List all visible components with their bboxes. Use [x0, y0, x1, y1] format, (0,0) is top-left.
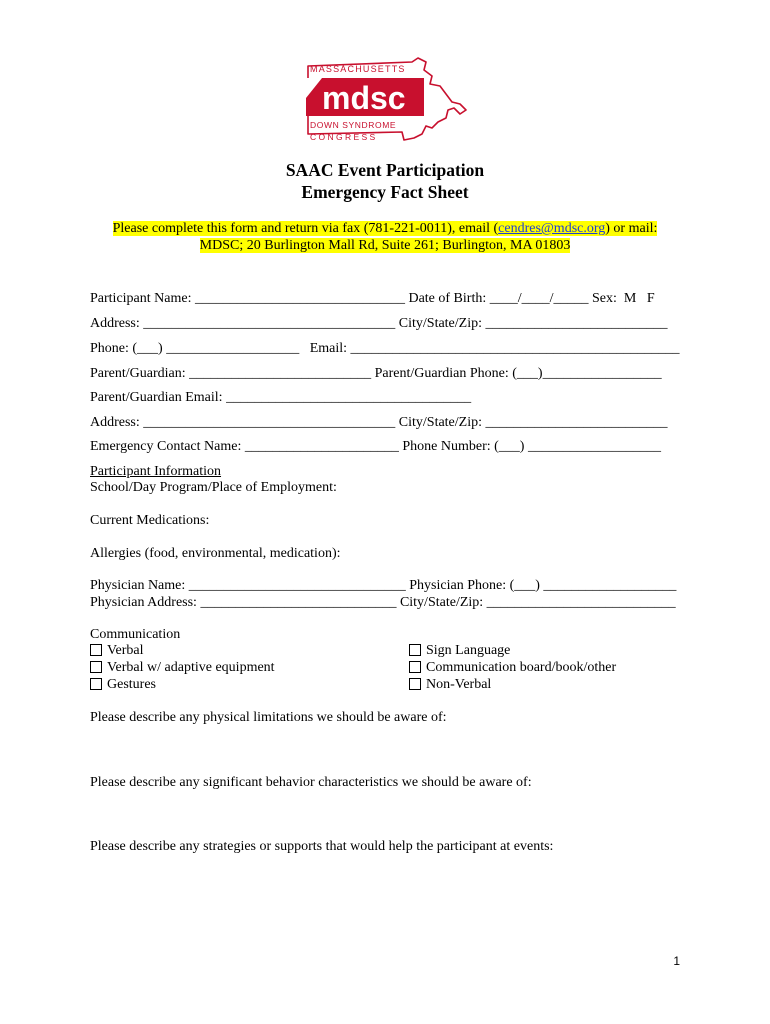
behavior-question: Please describe any significant behavior characteristics we should be aware of:: [90, 775, 532, 790]
allergies-label: Allergies (food, environmental, medication):: [90, 546, 341, 561]
checkbox-label: Non-Verbal: [426, 677, 492, 692]
checkbox-label: Verbal w/ adaptive equipment: [107, 660, 275, 675]
checkbox-label: Gestures: [107, 677, 156, 692]
checkbox-label: Sign Language: [426, 643, 511, 658]
participant-name-row[interactable]: Participant Name: ______________________________ Date of Birth: ____/____/_____ Sex: M F: [90, 291, 655, 306]
checkbox-icon[interactable]: [409, 678, 421, 690]
communication-heading: Communication: [90, 627, 181, 642]
phone-email-row[interactable]: Phone: (___) ___________________ Email: _______________________________________________: [90, 341, 680, 356]
physician-address-row[interactable]: Physician Address: ____________________________ City/State/Zip: ___________________________: [90, 595, 676, 610]
checkbox-icon[interactable]: [409, 644, 421, 656]
checkbox-sign-language[interactable]: [409, 642, 510, 660]
email-link[interactable]: cendres@mdsc.org: [498, 221, 606, 236]
strategies-question: Please describe any strategies or supports that would help the participant at events:: [90, 839, 554, 854]
checkbox-icon[interactable]: [409, 661, 421, 673]
address-row-2[interactable]: Address: ____________________________________ City/State/Zip: __________________________: [90, 415, 668, 430]
svg-text:MASSACHUSETTS: MASSACHUSETTS: [310, 64, 406, 74]
address-row[interactable]: Address: ____________________________________ City/State/Zip: __________________________: [90, 316, 668, 331]
checkbox-non-verbal[interactable]: [409, 676, 491, 694]
checkbox-verbal[interactable]: [90, 642, 144, 660]
form-title-line1: SAAC Event Participation: [285, 160, 485, 180]
checkbox-label: Communication board/book/other: [426, 660, 617, 675]
return-instructions-line2: [0, 237, 770, 255]
checkbox-gestures[interactable]: [90, 676, 156, 694]
physician-name-row[interactable]: Physician Name: _______________________________ Physician Phone: (___) ___________________: [90, 578, 677, 593]
svg-text:C O N G R E S S: C O N G R E S S: [310, 132, 376, 142]
emergency-contact-row[interactable]: Emergency Contact Name: ______________________ Phone Number: (___) ___________________: [90, 439, 661, 454]
svg-text:mdsc: mdsc: [322, 80, 406, 116]
page-number: 1: [673, 954, 680, 968]
school-label: School/Day Program/Place of Employment:: [90, 480, 337, 495]
participant-info-heading: Participant Information: [90, 464, 222, 479]
mailing-address: MDSC; 20 Burlington Mall Rd, Suite 261; Burlington, MA 01803: [199, 238, 571, 253]
parent-guardian-row[interactable]: Parent/Guardian: __________________________ Parent/Guardian Phone: (___)_________________: [90, 366, 662, 381]
return-instructions-line1: [0, 220, 770, 238]
mdsc-logo-icon: [300, 48, 470, 158]
form-title-line2: Emergency Fact Sheet: [301, 182, 469, 202]
checkbox-verbal-adaptive[interactable]: [90, 659, 275, 677]
svg-text:DOWN SYNDROME: DOWN SYNDROME: [310, 120, 397, 130]
checkbox-icon[interactable]: [90, 644, 102, 656]
checkbox-icon[interactable]: [90, 678, 102, 690]
checkbox-label: Verbal: [107, 643, 144, 658]
parent-email-row[interactable]: Parent/Guardian Email: ___________________________________: [90, 390, 472, 405]
instructions-text: Please complete this form and return via fax (781-221-0011), email (: [112, 221, 499, 236]
checkbox-icon[interactable]: [90, 661, 102, 673]
mdsc-logo: [300, 48, 470, 158]
checkbox-communication-board[interactable]: [409, 659, 616, 677]
medications-label: Current Medications:: [90, 513, 210, 528]
physical-limitations-question: Please describe any physical limitations we should be aware of:: [90, 710, 447, 725]
instructions-text-end: ) or mail:: [605, 221, 658, 236]
